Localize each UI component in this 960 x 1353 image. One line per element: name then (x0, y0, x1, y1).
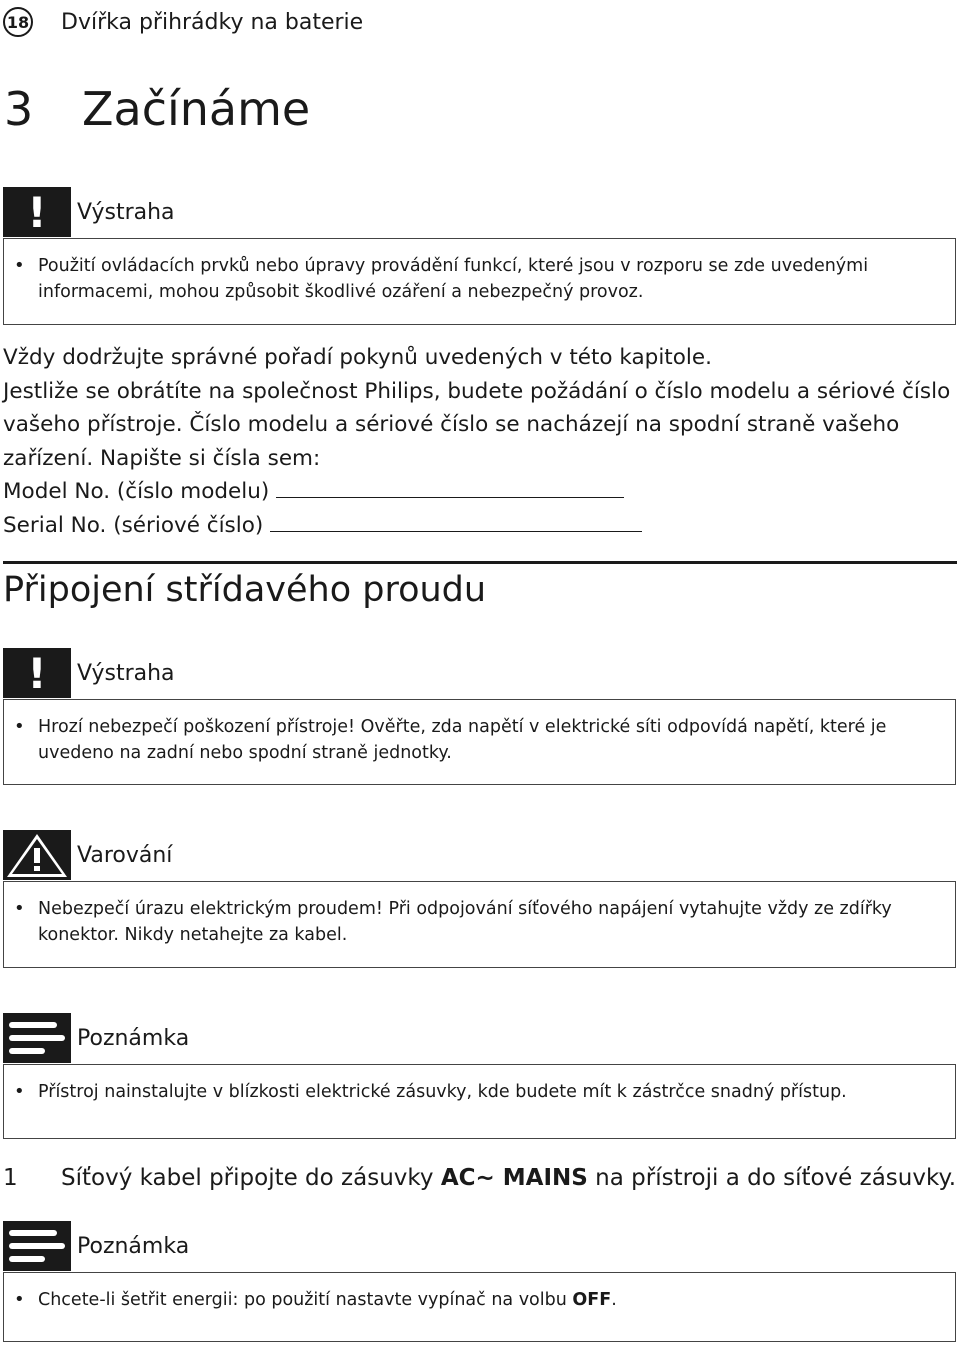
serial-number-row (3, 509, 958, 543)
serial-number-label: Serial No. (sériové číslo) (3, 512, 264, 538)
warning-box (3, 881, 956, 968)
caution-box-2 (3, 699, 956, 785)
caution-text: Použití ovládacích prvků nebo úpravy provádění funkcí, které jsou v rozporu se zde uvedenými informacemi, mohou způsobit škodlivé ozáření a nebezpečný provoz. (38, 256, 869, 302)
caution-label-2: Výstraha (77, 660, 175, 686)
caution-label: Výstraha (77, 199, 175, 225)
section-divider (3, 561, 957, 564)
note-box (3, 1064, 956, 1139)
step-1 (3, 1158, 956, 1198)
section-title: Připojení střídavého proudu (3, 570, 487, 610)
exclamation-icon: ! (3, 187, 71, 237)
caution-box (3, 238, 956, 325)
bullet-icon: • (14, 898, 25, 919)
intro-paragraph (3, 341, 958, 542)
chapter-title: Začínáme (82, 82, 311, 136)
caution-header-2 (3, 648, 175, 698)
warning-header (3, 830, 172, 880)
list-item-18 (0, 0, 363, 44)
step-text-before: Síťový kabel připojte do zásuvky (61, 1165, 441, 1191)
model-number-field[interactable] (276, 497, 624, 498)
model-number-row (3, 475, 958, 509)
warning-triangle-icon (3, 830, 71, 880)
note-text-2-after: . (611, 1290, 617, 1310)
step-number: 1 (3, 1165, 18, 1191)
intro-line-1: Vždy dodržujte správné pořadí pokynů uvedených v této kapitole. (3, 345, 712, 370)
bullet-icon: • (14, 1081, 25, 1102)
model-number-label: Model No. (číslo modelu) (3, 479, 270, 504)
note-box-2 (3, 1272, 956, 1342)
caution-text-2: Hrozí nebezpečí poškození přístroje! Ověřte, zda napětí v elektrické síti odpovídá napětí, které je uvedeno na zadní nebo spodní straně jednotky. (38, 717, 887, 763)
off-setting-label: OFF (572, 1290, 612, 1310)
bullet-icon: • (14, 1289, 25, 1310)
note-label: Poznámka (77, 1025, 190, 1051)
bullet-icon: • (14, 255, 25, 276)
note-text-2 (38, 1287, 945, 1313)
note-label-2: Poznámka (77, 1233, 190, 1259)
chapter-heading (4, 82, 310, 136)
note-lines-icon (3, 1221, 71, 1271)
warning-text: Nebezpečí úrazu elektrickým proudem! Při odpojování síťového napájení vytahujte vždy ze zdířky konektor. Nikdy netahejte za kabel. (38, 899, 892, 945)
serial-number-field[interactable] (270, 531, 642, 532)
caution-header (3, 187, 175, 237)
step-text-after: na přístroji a do síťové zásuvky. (587, 1165, 957, 1191)
bullet-icon: • (14, 716, 25, 737)
note-text-2-before: Chcete-li šetřit energii: po použití nastavte vypínač na volbu (38, 1290, 573, 1310)
note-text: Přístroj nainstalujte v blízkosti elektrické zásuvky, kde budete mít k zástrčce snadný přístup. (38, 1082, 847, 1102)
chapter-number: 3 (4, 82, 34, 136)
note-lines-icon (3, 1013, 71, 1063)
note-header (3, 1013, 189, 1063)
exclamation-icon: ! (3, 648, 71, 698)
item-text: Dvířka přihrádky na baterie (61, 9, 364, 35)
item-number-badge: 18 (3, 7, 33, 37)
intro-line-2: Jestliže se obrátíte na společnost Philips, budete požádání o číslo modelu a sériové číslo vašeho přístroje. Číslo modelu a sériové číslo se nacházejí na spodní straně vašeho zařízení. Napište si čísla sem: (3, 378, 951, 471)
step-connector-name: AC~ MAINS (440, 1165, 588, 1191)
warning-label: Varování (77, 842, 173, 868)
note-header-2 (3, 1221, 189, 1271)
